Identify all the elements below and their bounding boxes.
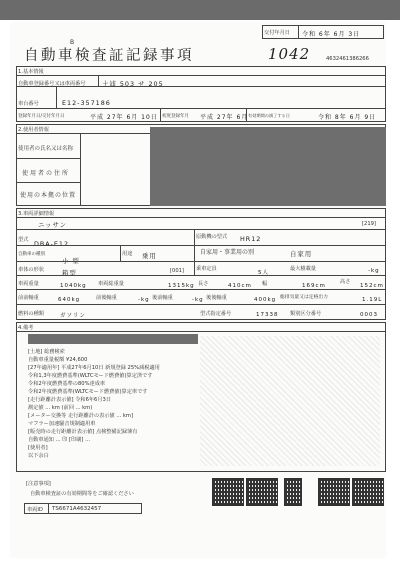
- remark-line: 自動車通知 ... 印 [印刷] ...: [28, 437, 91, 443]
- first-year-value: 平成 27年 6月: [200, 114, 249, 121]
- front-rear-axle-value: -kg: [138, 297, 150, 303]
- fuel-value: ガソリン: [60, 313, 87, 319]
- base-location-label: 使用の本拠の位置: [20, 192, 77, 199]
- expiry-value: 令和 8年 6月 9日: [318, 114, 377, 121]
- height-label: 高さ: [340, 279, 351, 285]
- max-load-label: 最大積載量: [290, 266, 316, 272]
- capacity-label: 乗車定員: [196, 266, 217, 272]
- displacement-label: 総排気量又は定格出力: [280, 295, 328, 300]
- capacity-value: 5人: [258, 270, 269, 276]
- height-value: 152cm: [360, 283, 384, 289]
- front-axle-label: 前前軸重: [18, 295, 39, 301]
- engine-label: 原動機の型式: [196, 234, 228, 240]
- remark-line: 自動車重量税額 ¥24,600: [28, 357, 88, 363]
- class-no-label: 類別区分番号: [290, 311, 322, 317]
- kind-value: 小 型: [62, 257, 80, 265]
- chassis-label: 車台番号: [18, 101, 39, 107]
- first-reg-label: 登録年月日/交付年月日: [18, 114, 65, 119]
- handwritten-number: 1042: [268, 45, 311, 63]
- chassis-value: E12-357186: [62, 99, 111, 107]
- remark-line: 令和1,3年度燃費基準(WLTCモード燃費値)算定済です: [28, 373, 153, 379]
- first-year-label: 初度登録年月: [162, 114, 189, 119]
- length-value: 410cm: [228, 283, 252, 289]
- front-axle-value: 640kg: [58, 297, 81, 303]
- remark-line: [走行距離計表示値] 令和6年6月3日: [28, 397, 112, 403]
- user-address-label: 使用者の住所: [22, 170, 71, 177]
- remark-line: 令和2年度燃費基準(WLTCモード燃費値)算定車です: [28, 389, 148, 395]
- gross-weight-value: 1315kg: [168, 283, 195, 289]
- section3-header: 3.車両詳細情報: [18, 211, 55, 217]
- weight-label: 車両重量: [18, 281, 39, 287]
- gross-weight-label: 車両総重量: [98, 281, 124, 287]
- maker-value: ニッサン: [38, 221, 67, 229]
- max-load-value: -kg: [368, 268, 380, 274]
- issue-date-value: 令和 6年 6月 3日: [302, 31, 361, 38]
- remark-line: [販売時の走行距離計表示値] 点検整備記録簿有: [28, 429, 138, 435]
- purpose-value: 自家用: [290, 250, 313, 258]
- qr-code-1: [212, 478, 244, 506]
- qr-code-2: [246, 478, 278, 506]
- purpose-label: 自家用・事業用の別: [200, 249, 255, 256]
- remark-line: 令和2年度燃費基準の80%達成車: [28, 381, 106, 387]
- expiry-label: 有効期間の満了する日: [248, 113, 290, 118]
- issue-date-label: 交付年月日: [264, 30, 290, 36]
- qr-code-4: [318, 478, 350, 506]
- fuel-label: 燃料の種類: [18, 311, 44, 317]
- top-redaction-bar: [0, 0, 400, 20]
- type-no-label: 型式指定番号: [200, 311, 232, 317]
- reg-label: 自動車登録番号又は車両番号: [18, 81, 86, 87]
- remarks-scan-noise: [200, 336, 380, 466]
- page-title: 自動車検査証記録事項: [24, 48, 194, 64]
- kind-label: 自動車の種別: [18, 252, 45, 257]
- remark-line: [土地] 総務検索: [28, 349, 65, 355]
- body-label: 車体の形状: [18, 267, 44, 273]
- remark-line: [27年適用年] 平成27年6月10日 新規登録 25%減税適用: [28, 365, 160, 371]
- qr-code-5: [352, 478, 384, 506]
- maker-code: [219]: [362, 221, 376, 227]
- width-label: 幅: [262, 281, 268, 287]
- first-reg-value: 平成 27年 6月 10日: [90, 114, 158, 121]
- rear-rear-axle-label: 後後軸重: [206, 295, 227, 301]
- remarks-redaction-top: [28, 334, 198, 344]
- type-no-value: 17338: [256, 312, 279, 318]
- remark-line: [使用者]: [28, 445, 48, 451]
- remark-line: [メーター交換等 走行距離計の表示値 ... km]: [28, 413, 133, 419]
- use-label: 用途: [122, 251, 133, 257]
- section2-header: 2.使用者情報: [18, 127, 49, 133]
- remark-line: 以下余白: [28, 453, 49, 459]
- user-name-label: 使用者の氏名又は名称: [18, 146, 74, 152]
- qr-code-3: [284, 478, 302, 506]
- model-label: 型式: [18, 237, 29, 243]
- front-rear-axle-label: 前後軸重: [96, 295, 117, 301]
- length-label: 長さ: [198, 281, 209, 287]
- remarks-list: [28, 348, 208, 460]
- notes-text: 自動車検査証の有効期間等をご確認ください: [30, 491, 134, 497]
- vehicle-id-label: 車両ID: [27, 507, 43, 513]
- body-value: 箱型: [62, 269, 77, 277]
- remark-line: 測定値 ... km (前回 ... km): [28, 405, 93, 411]
- vehicle-id-value: TS6671A4632457: [52, 506, 102, 512]
- title-superscript: B: [70, 39, 75, 46]
- section1-header: 1.基本情報: [18, 69, 44, 75]
- displacement-value: 1.19L: [362, 297, 383, 303]
- rear-front-axle-label: 後前軸重: [152, 295, 173, 301]
- remark-line: マフラー加速騒音規制適用車: [28, 421, 96, 427]
- user-info-redaction: [150, 127, 386, 206]
- notes-header: [注意事項]: [26, 481, 51, 487]
- engine-value: HR12: [240, 235, 262, 243]
- rear-front-axle-value: -kg: [192, 297, 204, 303]
- weight-value: 1040kg: [60, 283, 87, 289]
- model-value: DBA-E12: [34, 240, 70, 248]
- section4-header: 4.備考: [18, 325, 34, 331]
- serial-number: 4632461386266: [326, 56, 369, 62]
- body-code: [001]: [170, 268, 184, 274]
- use-value: 乗用: [142, 252, 157, 260]
- width-value: 169cm: [302, 283, 326, 289]
- rear-rear-axle-value: 400kg: [254, 297, 277, 303]
- reg-value: 土浦 503 せ 205: [102, 80, 164, 88]
- class-no-value: 0003: [360, 312, 378, 318]
